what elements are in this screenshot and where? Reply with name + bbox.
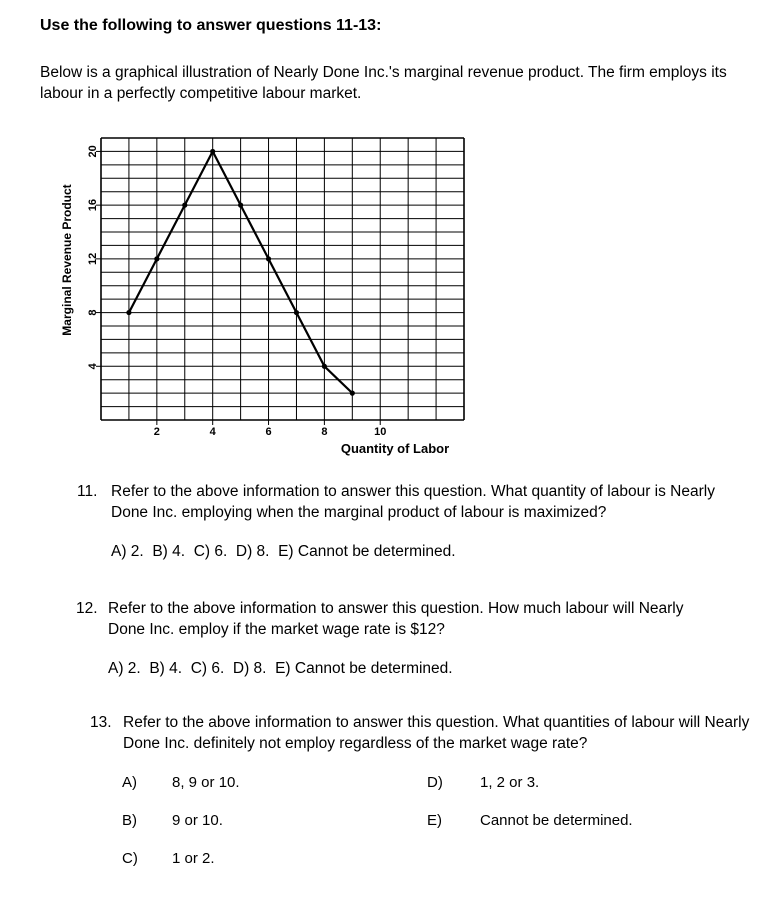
- y-tick-label: 4: [86, 363, 99, 370]
- question-11-options: A) 2. B) 4. C) 6. D) 8. E) Cannot be determined.: [111, 543, 456, 560]
- question-number: 11.: [77, 483, 98, 500]
- chart-grid: [101, 138, 464, 420]
- mrp-data-point: [294, 310, 299, 315]
- choice-b-letter: B): [122, 812, 137, 829]
- choice-d-text: 1, 2 or 3.: [480, 774, 540, 791]
- question-text: Refer to the above information to answer this question. How much labour will Nearly Done Inc. employ if the market wage rate is $12?: [108, 600, 684, 638]
- y-tick-labels: [87, 145, 101, 369]
- section-heading: Use the following to answer questions 11-13:: [40, 17, 382, 34]
- question-number: 12.: [76, 600, 98, 617]
- x-tick-label: 4: [209, 426, 216, 438]
- x-tick-label: 6: [265, 426, 272, 438]
- x-tick-label: 8: [321, 426, 328, 438]
- choice-e-letter: E): [427, 812, 442, 829]
- x-axis-label: Quantity of Labor: [340, 441, 450, 456]
- choice-d-letter: D): [427, 774, 443, 791]
- choice-c-text: 1 or 2.: [172, 850, 215, 867]
- mrp-data-point: [210, 149, 215, 154]
- intro-paragraph: Below is a graphical illustration of Nearly Done Inc.'s marginal revenue product. The firm employs its labour in a perfectly competitive labour market.: [40, 64, 727, 102]
- x-tick-label: 2: [153, 426, 160, 438]
- mrp-data-point: [350, 391, 355, 396]
- choice-a-text: 8, 9 or 10.: [172, 774, 240, 791]
- y-tick-label: 20: [86, 145, 99, 158]
- y-tick-label: 12: [86, 252, 99, 265]
- mrp-data-point: [126, 310, 131, 315]
- y-axis-label: Marginal Revenue Product: [60, 184, 74, 336]
- question-text: Refer to the above information to answer this question. What quantities of labour will Nearly Done Inc. definitely not employ regardless of the market wage rate?: [123, 714, 750, 752]
- y-tick-label: 16: [86, 199, 99, 212]
- mrp-data-point: [154, 256, 159, 261]
- choice-b-text: 9 or 10.: [172, 812, 223, 829]
- x-tick-labels: [154, 420, 387, 438]
- choice-c-letter: C): [122, 850, 138, 867]
- mrp-data-point: [266, 256, 271, 261]
- choice-a-letter: A): [122, 774, 137, 791]
- mrp-data-point: [238, 203, 243, 208]
- y-tick-label: 8: [86, 309, 99, 316]
- x-tick-label: 10: [374, 426, 387, 438]
- mrp-data-point: [322, 364, 327, 369]
- question-number: 13.: [90, 714, 112, 731]
- choice-e-text: Cannot be determined.: [480, 812, 633, 829]
- mrp-data-point: [182, 203, 187, 208]
- question-text: Refer to the above information to answer this question. What quantity of labour is Nearly Done Inc. employing when the marginal product of labour is maximized?: [111, 483, 715, 521]
- question-12-options: A) 2. B) 4. C) 6. D) 8. E) Cannot be determined.: [108, 660, 453, 677]
